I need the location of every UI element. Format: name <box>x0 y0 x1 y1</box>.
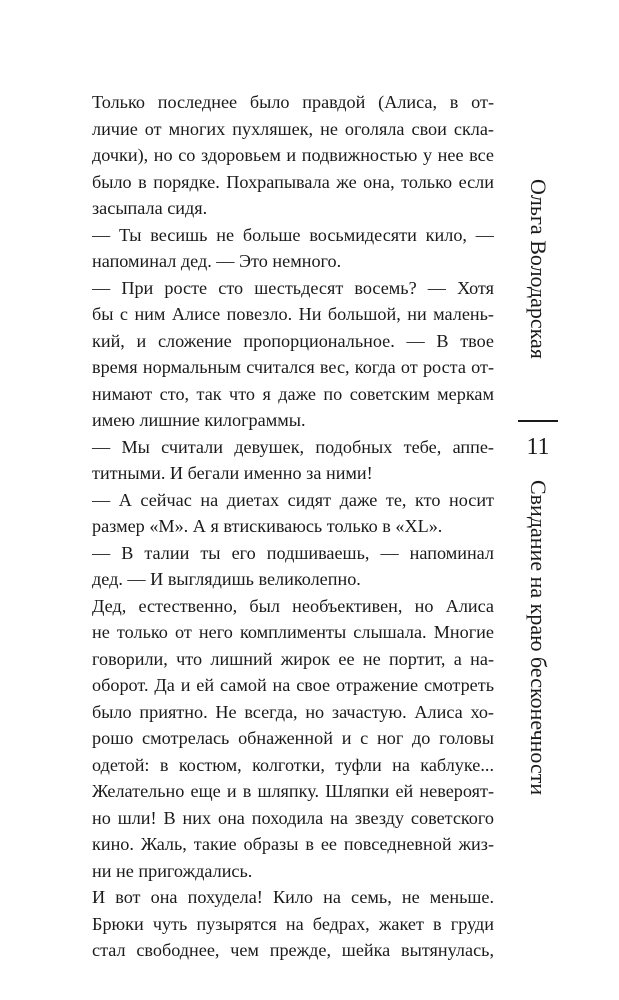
text-line: не только от него комплименты слышала. Многие <box>92 622 494 642</box>
text-line: оборот. Да и ей самой на свое отражение смотреть <box>92 675 494 695</box>
text-line: — Мы считали девушек, подобных тебе, аппе- <box>92 436 494 457</box>
text-line: время нормальным считался вес, когда от роста от- <box>92 357 494 377</box>
text-line: — В талии ты его подшиваешь, — напоминал <box>92 542 494 563</box>
text-line: нимают сто, так что я даже по советским меркам <box>92 383 494 404</box>
running-head <box>512 150 562 796</box>
text-line: Дед, естественно, был необъективен, но Алиса <box>92 595 494 616</box>
text-line: Только последнее было правдой (Алиса, в от- <box>92 92 494 112</box>
text-line: кий, и сложение пропорциональное. — В твое <box>92 330 494 351</box>
text-line: ни не пригождались. <box>92 860 253 881</box>
text-line: кино. Жаль, такие образы в ее повседневной жиз- <box>92 834 494 854</box>
text-line: — При росте сто шестьдесят восемь? — Хотя <box>92 277 494 298</box>
text-line: титными. И бегали именно за ними! <box>92 463 373 483</box>
text-line: дед. — И выглядишь великолепно. <box>92 569 361 589</box>
text-line: личие от многих пухляшек, не оголяла свои скла- <box>92 118 494 139</box>
text-line: но шли! В них она походила на звезду советского <box>92 807 494 828</box>
running-head-author: Ольга Володарская <box>526 179 551 359</box>
text-line: засыпала сидя. <box>92 198 208 218</box>
text-line: — Ты весишь не больше восьмидесяти кило, — <box>92 224 494 245</box>
text-line: одетой: в костюм, колготки, туфли на каблуке... <box>92 754 494 775</box>
text-line: было приятно. Не всегда, но зачастую. Алиса хо- <box>92 701 494 722</box>
text-line: напоминал дед. — Это немного. <box>92 251 342 271</box>
text-line: Желательно еще и в шляпку. Шляпки ей невероят- <box>92 781 494 801</box>
text-line: дочки), но со здоровьем и подвижностью у нее все <box>92 145 494 165</box>
text-line: стал свободнее, чем прежде, шейка вытянулась, <box>92 940 494 960</box>
text-line: бы с ним Алисе повезло. Ни большой, ни малень- <box>92 304 494 324</box>
text-line: размер «М». А я втискиваюсь только в «XL». <box>92 516 443 536</box>
text-line: И вот она похудела! Кило на семь, не меньше. <box>92 887 494 907</box>
text-line: было в порядке. Похрапывала же она, только если <box>92 171 494 192</box>
text-line: — А сейчас на диетах сидят даже те, кто носит <box>92 489 494 510</box>
text-line: говорили, что лишний жирок ее не портит, а на- <box>92 648 494 669</box>
running-head-book-title: Свидание на краю бесконечности <box>526 480 551 796</box>
running-head-divider <box>518 420 558 422</box>
text-line: Брюки чуть пузырятся на бедрах, жакет в груди <box>92 913 494 934</box>
text-line: имею лишние килограммы. <box>92 410 306 430</box>
body-text <box>92 89 494 964</box>
page-number: 11 <box>526 434 550 460</box>
text-line: рошо смотрелась обнаженной и с ног до головы <box>92 728 494 748</box>
